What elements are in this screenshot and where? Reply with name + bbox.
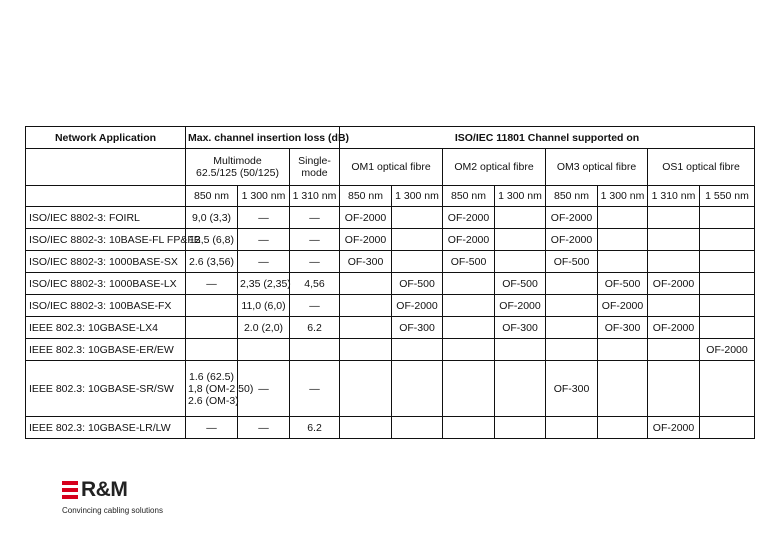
os1-1550	[700, 317, 755, 339]
logo-bar	[62, 495, 78, 499]
wavelength-cell: 1 300 nm	[598, 186, 648, 207]
om3-1300: OF-500	[598, 273, 648, 295]
table-row	[26, 417, 755, 439]
table-row	[26, 207, 755, 229]
wavelength-cell: 850 nm	[186, 186, 238, 207]
om2-850: OF-500	[443, 251, 495, 273]
multimode-label: Multimode	[213, 155, 262, 167]
om1-850	[340, 361, 392, 417]
om3-850	[546, 317, 598, 339]
application-name: ISO/IEC 8802-3: FOIRL	[26, 207, 186, 229]
loss-mm-1300: —	[238, 251, 290, 273]
om3-1300	[598, 207, 648, 229]
loss-mm-850: 2.6 (3,56)	[186, 251, 238, 273]
om1-1300	[392, 251, 443, 273]
wavelength-cell: 1 550 nm	[700, 186, 755, 207]
loss-sm-1310: 6.2	[290, 417, 340, 439]
loss-mm-850: 12,5 (6,8)	[186, 229, 238, 251]
loss-sm-1310: —	[290, 295, 340, 317]
loss-mm-850	[186, 317, 238, 339]
logo-bar	[62, 481, 78, 485]
loss-mm-850-line: 2.6 (OM-3)	[188, 394, 239, 407]
om2-1300	[495, 207, 546, 229]
om1-850	[340, 273, 392, 295]
om3-1300: OF-2000	[598, 295, 648, 317]
om3-850	[546, 273, 598, 295]
os1-1310	[648, 229, 700, 251]
os1-1550	[700, 229, 755, 251]
subheader-om1: OM1 optical fibre	[340, 149, 443, 186]
om3-850: OF-2000	[546, 207, 598, 229]
multimode-core-label: 62.5/125 (50/125)	[196, 167, 279, 179]
loss-mm-1300: 2,35 (2,35)	[238, 273, 290, 295]
om1-850: OF-2000	[340, 207, 392, 229]
om3-1300: OF-300	[598, 317, 648, 339]
application-name: IEEE 802.3: 10GBASE-SR/SW	[26, 361, 186, 417]
om2-1300	[495, 339, 546, 361]
om3-850: OF-500	[546, 251, 598, 273]
singlemode-label-line1: Single-	[298, 155, 331, 167]
wavelength-cell: 850 nm	[443, 186, 495, 207]
om1-1300	[392, 339, 443, 361]
om2-1300	[495, 229, 546, 251]
loss-mm-850: —	[186, 417, 238, 439]
wavelength-cell: 850 nm	[546, 186, 598, 207]
subheader-om3: OM3 optical fibre	[546, 149, 648, 186]
table-row	[26, 273, 755, 295]
application-name: ISO/IEC 8802-3: 1000BASE-LX	[26, 273, 186, 295]
om1-1300	[392, 229, 443, 251]
os1-1550	[700, 251, 755, 273]
os1-1550	[700, 295, 755, 317]
table-header-row	[26, 127, 755, 149]
os1-1310	[648, 339, 700, 361]
header-iso-channel: ISO/IEC 11801 Channel supported on	[340, 127, 755, 149]
loss-mm-850-line: 1,8 (OM-2 50)	[188, 382, 254, 395]
om2-850	[443, 317, 495, 339]
logo-bars-icon	[62, 481, 78, 499]
om1-850: OF-300	[340, 251, 392, 273]
om1-1300: OF-2000	[392, 295, 443, 317]
loss-mm-850	[186, 361, 254, 417]
loss-mm-850-line: 1.6 (62.5)	[189, 370, 234, 383]
om2-850	[443, 339, 495, 361]
loss-mm-850	[186, 339, 238, 361]
table-row	[26, 295, 755, 317]
om2-1300	[495, 417, 546, 439]
om3-850: OF-2000	[546, 229, 598, 251]
os1-1310: OF-2000	[648, 417, 700, 439]
om2-850	[443, 417, 495, 439]
om1-1300: OF-300	[392, 317, 443, 339]
os1-1550: OF-2000	[700, 339, 755, 361]
om2-850: OF-2000	[443, 207, 495, 229]
om3-850	[546, 417, 598, 439]
loss-mm-1300: 2.0 (2,0)	[238, 317, 290, 339]
os1-1310	[648, 251, 700, 273]
loss-mm-850: —	[186, 273, 238, 295]
table-row	[26, 317, 755, 339]
om2-1300: OF-2000	[495, 295, 546, 317]
subheader-os1: OS1 optical fibre	[648, 149, 755, 186]
subheader-multimode	[186, 149, 290, 186]
loss-sm-1310: —	[290, 251, 340, 273]
application-name: ISO/IEC 8802-3: 10BASE-FL FP&FB	[26, 229, 186, 251]
subheader-singlemode	[290, 149, 340, 186]
om2-1300	[495, 251, 546, 273]
om1-850	[340, 317, 392, 339]
om1-850	[340, 339, 392, 361]
application-name: ISO/IEC 8802-3: 1000BASE-SX	[26, 251, 186, 273]
subheader-om2: OM2 optical fibre	[443, 149, 546, 186]
application-name: IEEE 802.3: 10GBASE-LR/LW	[26, 417, 186, 439]
om3-1300	[598, 229, 648, 251]
header-max-insertion-loss: Max. channel insertion loss (dB)	[186, 127, 340, 149]
om1-1300	[392, 361, 443, 417]
table-row	[26, 229, 755, 251]
table-row	[26, 251, 755, 273]
logo-bar	[62, 488, 78, 492]
om2-1300: OF-300	[495, 317, 546, 339]
om3-1300	[598, 251, 648, 273]
om3-850	[546, 295, 598, 317]
om2-850	[443, 295, 495, 317]
os1-1310	[648, 361, 700, 417]
om1-1300: OF-500	[392, 273, 443, 295]
loss-mm-850	[186, 295, 238, 317]
table-row	[26, 339, 755, 361]
loss-mm-1300: 11,0 (6,0)	[238, 295, 290, 317]
wavelength-cell: 1 310 nm	[290, 186, 340, 207]
loss-mm-1300	[238, 339, 290, 361]
application-name: ISO/IEC 8802-3: 100BASE-FX	[26, 295, 186, 317]
om3-850: OF-300	[546, 361, 598, 417]
om3-1300	[598, 361, 648, 417]
os1-1550	[700, 417, 755, 439]
subheader-blank	[26, 149, 186, 186]
table-subheader-row	[26, 149, 755, 186]
os1-1550	[700, 273, 755, 295]
loss-mm-850: 9,0 (3,3)	[186, 207, 238, 229]
loss-sm-1310: —	[290, 361, 340, 417]
wavelength-cell: 1 300 nm	[495, 186, 546, 207]
wavelength-cell: 1 300 nm	[392, 186, 443, 207]
loss-mm-1300: —	[238, 361, 290, 417]
om3-1300	[598, 339, 648, 361]
om3-1300	[598, 417, 648, 439]
om2-850	[443, 361, 495, 417]
wavelength-cell: 850 nm	[340, 186, 392, 207]
om1-850: OF-2000	[340, 229, 392, 251]
om3-850	[546, 339, 598, 361]
loss-sm-1310: 4,56	[290, 273, 340, 295]
om2-1300	[495, 361, 546, 417]
logo-tagline: Convincing cabling solutions	[62, 506, 163, 515]
om1-850	[340, 295, 392, 317]
wavelength-cell: 1 300 nm	[238, 186, 290, 207]
loss-mm-1300: —	[238, 207, 290, 229]
application-name: IEEE 802.3: 10GBASE-LX4	[26, 317, 186, 339]
os1-1550	[700, 361, 755, 417]
os1-1550	[700, 207, 755, 229]
loss-mm-1300: —	[238, 229, 290, 251]
channel-support-table	[25, 126, 755, 439]
om1-1300	[392, 207, 443, 229]
loss-sm-1310: —	[290, 229, 340, 251]
os1-1310	[648, 295, 700, 317]
om2-850: OF-2000	[443, 229, 495, 251]
table-row	[26, 361, 755, 417]
wavelength-row	[26, 186, 755, 207]
om2-850	[443, 273, 495, 295]
om2-1300: OF-500	[495, 273, 546, 295]
os1-1310: OF-2000	[648, 273, 700, 295]
os1-1310: OF-2000	[648, 317, 700, 339]
om1-1300	[392, 417, 443, 439]
loss-mm-1300: —	[238, 417, 290, 439]
table-body	[26, 207, 755, 439]
wavelength-blank	[26, 186, 186, 207]
os1-1310	[648, 207, 700, 229]
application-name: IEEE 802.3: 10GBASE-ER/EW	[26, 339, 186, 361]
wavelength-cell: 1 310 nm	[648, 186, 700, 207]
om1-850	[340, 417, 392, 439]
loss-sm-1310	[290, 339, 340, 361]
loss-sm-1310: 6.2	[290, 317, 340, 339]
header-network-application: Network Application	[26, 127, 186, 149]
loss-sm-1310: —	[290, 207, 340, 229]
logo-brand-name: R&M	[81, 478, 128, 501]
singlemode-label-line2: mode	[301, 167, 328, 179]
